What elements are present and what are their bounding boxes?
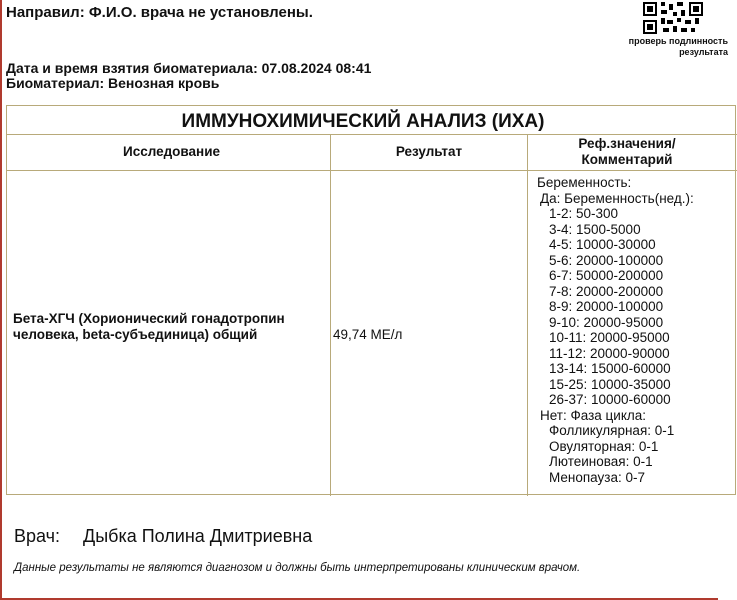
column-divider: [527, 134, 528, 496]
reference-line: 9-10: 20000-95000: [549, 314, 664, 330]
doctor-name: Дыбка Полина Дмитриевна: [83, 526, 313, 546]
column-header-reference: [527, 136, 727, 168]
reference-line: Нет: Фаза цикла:: [540, 407, 647, 423]
sample-datetime-label: Дата и время взятия биоматериала:: [6, 60, 258, 76]
study-name-line2: человека, beta-субъединица) общий: [13, 327, 258, 342]
qr-caption-line1: проверь подлинность: [628, 36, 728, 46]
biomaterial-label: Биоматериал:: [6, 75, 105, 91]
sample-datetime-value: 07.08.2024 08:41: [261, 60, 372, 76]
reference-line: Лютеиновая: 0-1: [549, 454, 653, 469]
reference-line: 13-14: 15000-60000: [549, 361, 671, 376]
reference-line: Овуляторная: 0-1: [549, 438, 659, 454]
sample-datetime: [6, 60, 371, 76]
table-divider: [7, 134, 737, 135]
result-value: 49,74 МЕ/л: [333, 327, 403, 342]
reference-line: 6-7: 50000-200000: [549, 268, 664, 283]
doctor-signature: [14, 526, 312, 547]
qr-code-icon: [641, 0, 705, 34]
column-header-study: Исследование: [122, 144, 221, 159]
disclaimer-text: Данные результаты не являются диагнозом и должны быть интерпретированы клиническим врачом.: [14, 562, 581, 574]
reference-line: 3-4: 1500-5000: [549, 221, 641, 237]
reference-line: 10-11: 20000-95000: [549, 330, 670, 345]
page-border-left: [0, 0, 2, 600]
reference-line: 8-9: 20000-100000: [549, 299, 664, 314]
study-name-line1: Бета-ХГЧ (Хорионический гонадотропин: [13, 311, 285, 326]
qr-caption: [628, 36, 728, 58]
biomaterial: [6, 75, 219, 91]
reference-line: 26-37: 10000-60000: [549, 392, 671, 407]
reference-line: 4-5: 10000-30000: [549, 237, 656, 252]
reference-line: Фолликулярная: 0-1: [549, 423, 675, 438]
table-divider: [7, 170, 737, 171]
column-header-reference-line1: Реф.значения/: [578, 136, 676, 151]
results-table: [6, 105, 736, 495]
reference-line: Да: Беременность(нед.):: [540, 190, 694, 206]
biomaterial-value: Венозная кровь: [108, 75, 220, 91]
reference-line: 1-2: 50-300: [549, 206, 619, 221]
doctor-label: Врач:: [14, 526, 61, 546]
reference-values: [537, 175, 694, 485]
reference-line: 15-25: 10000-35000: [549, 376, 671, 392]
study-name: [13, 311, 323, 343]
qr-caption-line2: результата: [679, 47, 728, 57]
reference-line: 5-6: 20000-100000: [549, 252, 664, 268]
reference-line: Беременность:: [537, 175, 632, 190]
section-title: ИММУНОХИМИЧЕСКИЙ АНАЛИЗ (ИХА): [181, 111, 545, 132]
column-header-result: Результат: [395, 144, 463, 159]
reference-line: 7-8: 20000-200000: [549, 283, 664, 299]
reference-line: 11-12: 20000-90000: [549, 345, 670, 361]
column-divider: [330, 134, 331, 496]
reference-line: Менопауза: 0-7: [549, 469, 645, 485]
column-header-reference-line2: Комментарий: [581, 152, 673, 167]
referral-text: Направил: Ф.И.О. врача не установлены.: [6, 4, 313, 21]
